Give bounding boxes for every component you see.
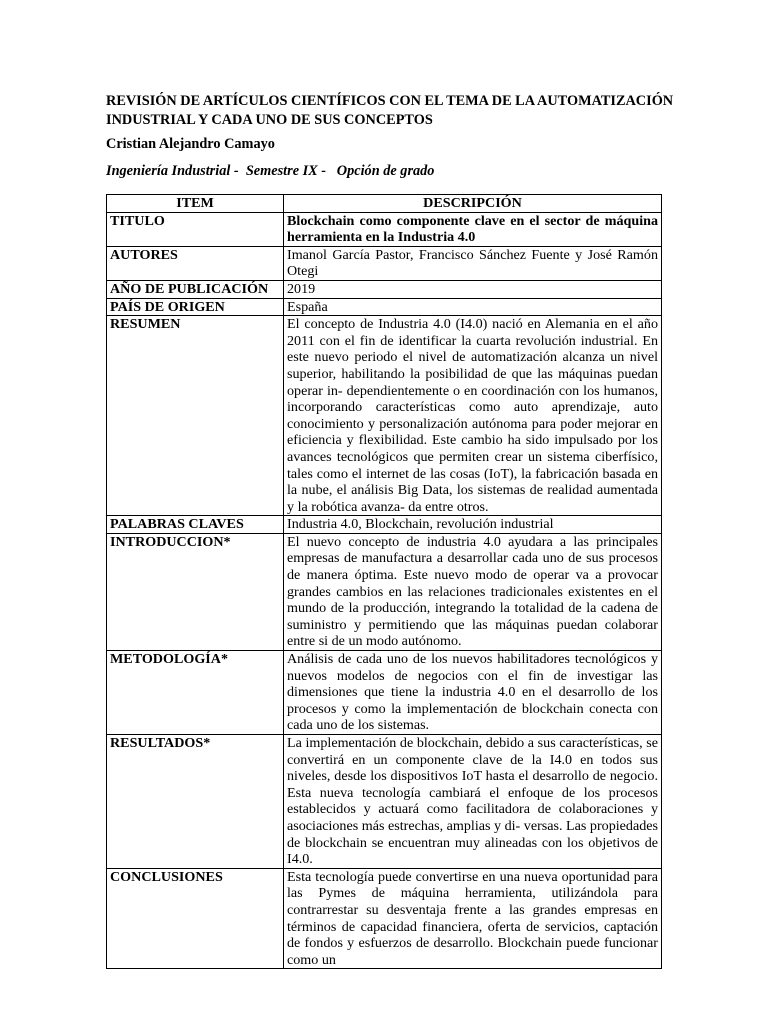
- row-description: Blockchain como componente clave en el sector de máquina herramienta en la Industria 4.0: [284, 212, 662, 246]
- row-item-label: RESULTADOS*: [107, 735, 284, 869]
- row-item-label: AÑO DE PUBLICACIÓN: [107, 280, 284, 298]
- table-row: [107, 651, 662, 735]
- row-item-label: AUTORES: [107, 246, 284, 280]
- row-description: Esta tecnología puede convertirse en una nueva oportunidad para las Pymes de máquina herramienta, utilizándola para contrarrestar su desventaja frente a las grandes empresas en términos de capacidad financiera, oferta de servicios, captación de fondos y esfuerzos de desarrollo. Blockchain puede funcionar como un: [284, 868, 662, 969]
- table-row: [107, 516, 662, 534]
- table-header-row: [107, 195, 662, 213]
- table-row: [107, 212, 662, 246]
- table-row: [107, 735, 662, 869]
- row-description: El nuevo concepto de industria 4.0 ayudara a las principales empresas de manufactura a desarrollar cada uno de sus procesos de manera óptima. Este nuevo modo de operar va a provocar grandes cambios en las relaciones tradicionales existentes en el mundo de la producción, integrando la totalidad de la cadena de suministro y permitiendo que las máquinas puedan colaborar entre si de un modo autónomo.: [284, 533, 662, 650]
- row-item-label: PALABRAS CLAVES: [107, 516, 284, 534]
- row-item-label: TITULO: [107, 212, 284, 246]
- document-title: REVISIÓN DE ARTÍCULOS CIENTÍFICOS CON EL TEMA DE LA AUTOMATIZACIÓN INDUSTRIAL Y CADA UNO DE SUS CONCEPTOS: [106, 93, 674, 128]
- row-description: Industria 4.0, Blockchain, revolución industrial: [284, 516, 662, 534]
- row-description: Análisis de cada uno de los nuevos habilitadores tecnológicos y nuevos modelos de negocios con el fin de investigar las dimensiones que tiene la industria 4.0 en el desarrollo de los procesos y como la implementación de blockchain conecta con cada uno de los sistemas.: [284, 651, 662, 735]
- row-description: España: [284, 298, 662, 316]
- row-description: 2019: [284, 280, 662, 298]
- document-author: Cristian Alejandro Camayo: [106, 136, 275, 152]
- row-description: La implementación de blockchain, debido a sus características, se convertirá en un componente clave de la I4.0 en todos sus niveles, desde los dispositivos IoT hasta el desarrollo de negocio. Esta nueva tecnología cambiará el enfoque de los procesos establecidos y actuará como facilitadora de colaboraciones y asociaciones más estrechas, amplias y di- versas. Las propiedades de blockchain se encuentran muy alineadas con los objetivos de I4.0.: [284, 735, 662, 869]
- row-item-label: METODOLOGÍA*: [107, 651, 284, 735]
- table-row: [107, 316, 662, 516]
- row-description: El concepto de Industria 4.0 (I4.0) nació en Alemania en el año 2011 con el fin de identificar la cuarta revolución industrial. En este nuevo periodo el nivel de automatización alcanza un nivel superior, habilitando la posibilidad de que las máquinas puedan operar in- dependientemente o en coordinación con los humanos, incorporando características como auto aprendizaje, auto conocimiento y personalización autónoma para poder mejorar en eficiencia y flexibilidad. Este cambio ha sido impulsado por los avances tecnológicos que permiten crear un sistema ciberfísico, tales como el internet de las cosas (IoT), la fabricación basada en la nube, el análisis Big Data, los sistemas de realidad aumentada y la robótica avanza- da entre otros.: [284, 316, 662, 516]
- table-row: [107, 298, 662, 316]
- row-description: Imanol García Pastor, Francisco Sánchez Fuente y José Ramón Otegi: [284, 246, 662, 280]
- row-item-label: RESUMEN: [107, 316, 284, 516]
- table-row: [107, 280, 662, 298]
- document-subtitle: Ingeniería Industrial - Semestre IX - Opción de grado: [106, 163, 435, 179]
- review-table: [106, 194, 662, 969]
- row-item-label: PAÍS DE ORIGEN: [107, 298, 284, 316]
- table-row: [107, 868, 662, 969]
- row-item-label: INTRODUCCION*: [107, 533, 284, 650]
- column-header-description: DESCRIPCIÓN: [284, 195, 662, 213]
- column-header-item: ITEM: [107, 195, 284, 213]
- table-row: [107, 246, 662, 280]
- row-item-label: CONCLUSIONES: [107, 868, 284, 969]
- table-row: [107, 533, 662, 650]
